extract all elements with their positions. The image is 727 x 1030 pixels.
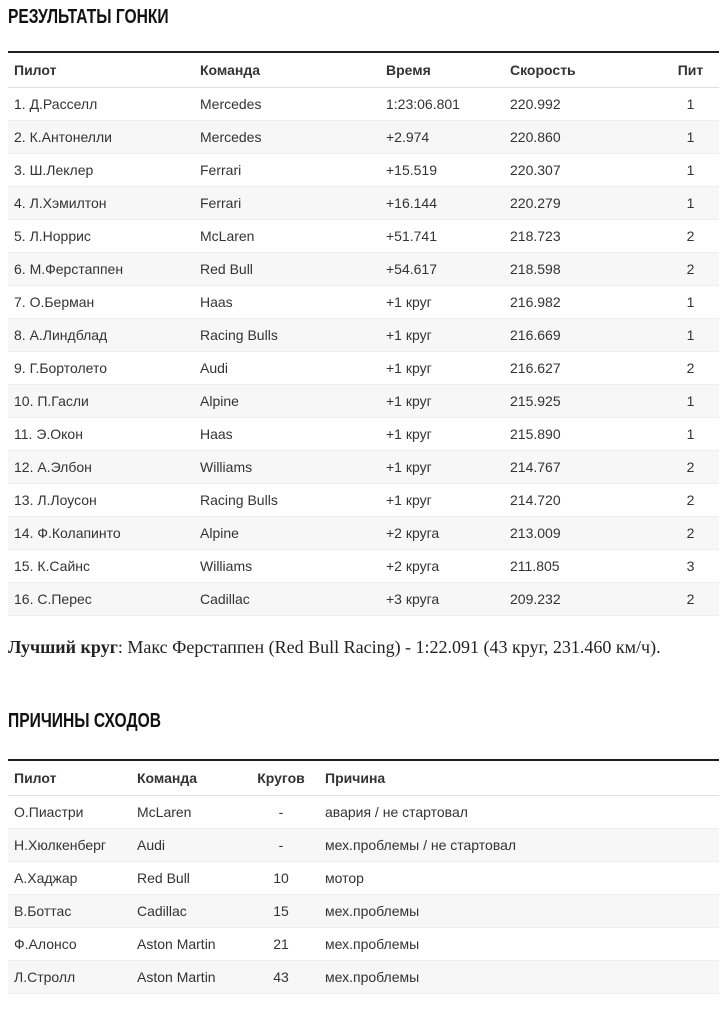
table-row xyxy=(8,418,719,451)
table-cell: 1:23:06.801 xyxy=(380,88,504,121)
table-cell: 5. Л.Норрис xyxy=(8,220,194,253)
table-row xyxy=(8,385,719,418)
retirements-table-head xyxy=(8,760,719,796)
table-cell: +2 круга xyxy=(380,550,504,583)
table-cell: Racing Bulls xyxy=(194,319,380,352)
table-cell: +16.144 xyxy=(380,187,504,220)
table-cell: 214.767 xyxy=(504,451,662,484)
race-results-table xyxy=(8,51,719,616)
table-cell: Aston Martin xyxy=(131,960,249,993)
table-cell: Cadillac xyxy=(131,894,249,927)
table-cell: 8. А.Линдблад xyxy=(8,319,194,352)
table-cell: Н.Хюлкенберг xyxy=(8,828,131,861)
table-row xyxy=(8,286,719,319)
table-cell: 1 xyxy=(662,286,719,319)
table-cell: 15. К.Сайнс xyxy=(8,550,194,583)
table-cell: +1 круг xyxy=(380,484,504,517)
table-cell: мех.проблемы xyxy=(313,927,719,960)
table-cell: 9. Г.Бортолето xyxy=(8,352,194,385)
table-row xyxy=(8,517,719,550)
table-cell: 1 xyxy=(662,88,719,121)
table-cell: 216.669 xyxy=(504,319,662,352)
table-cell: 13. Л.Лоусон xyxy=(8,484,194,517)
column-header: Кругов xyxy=(249,760,313,796)
table-cell: 211.805 xyxy=(504,550,662,583)
table-cell: Ф.Алонсо xyxy=(8,927,131,960)
table-row xyxy=(8,121,719,154)
table-cell: Haas xyxy=(194,418,380,451)
table-row xyxy=(8,220,719,253)
retirements-table xyxy=(8,759,719,994)
table-row xyxy=(8,484,719,517)
table-cell: +1 круг xyxy=(380,319,504,352)
table-cell: авария / не стартовал xyxy=(313,795,719,828)
table-cell: 7. О.Берман xyxy=(8,286,194,319)
best-lap-paragraph xyxy=(8,632,719,664)
table-cell: Williams xyxy=(194,550,380,583)
table-cell: 2 xyxy=(662,484,719,517)
table-cell: Mercedes xyxy=(194,88,380,121)
table-cell: +54.617 xyxy=(380,253,504,286)
table-cell: 216.982 xyxy=(504,286,662,319)
table-cell: Mercedes xyxy=(194,121,380,154)
table-cell: 16. С.Перес xyxy=(8,583,194,616)
table-cell: 218.723 xyxy=(504,220,662,253)
table-cell: 1 xyxy=(662,385,719,418)
table-cell: 216.627 xyxy=(504,352,662,385)
table-cell: Aston Martin xyxy=(131,927,249,960)
table-cell: - xyxy=(249,828,313,861)
header-row xyxy=(8,760,719,796)
table-cell: 218.598 xyxy=(504,253,662,286)
table-cell: 220.992 xyxy=(504,88,662,121)
table-cell: 43 xyxy=(249,960,313,993)
table-cell: мотор xyxy=(313,861,719,894)
table-cell: 2 xyxy=(662,517,719,550)
table-cell: 220.860 xyxy=(504,121,662,154)
table-cell: В.Боттас xyxy=(8,894,131,927)
table-cell: Williams xyxy=(194,451,380,484)
table-cell: Alpine xyxy=(194,385,380,418)
table-cell: А.Хаджар xyxy=(8,861,131,894)
table-cell: Racing Bulls xyxy=(194,484,380,517)
table-cell: 1 xyxy=(662,154,719,187)
table-cell: 2 xyxy=(662,352,719,385)
table-cell: 215.890 xyxy=(504,418,662,451)
table-cell: Audi xyxy=(194,352,380,385)
table-cell: 12. А.Элбон xyxy=(8,451,194,484)
race-results-section xyxy=(8,6,719,664)
table-cell: Red Bull xyxy=(131,861,249,894)
table-cell: 1 xyxy=(662,319,719,352)
best-lap-label: Лучший круг xyxy=(8,637,118,657)
table-cell: +1 круг xyxy=(380,352,504,385)
table-cell: +1 круг xyxy=(380,286,504,319)
table-row xyxy=(8,795,719,828)
table-cell: McLaren xyxy=(194,220,380,253)
table-cell: 15 xyxy=(249,894,313,927)
table-cell: 10. П.Гасли xyxy=(8,385,194,418)
table-cell: Audi xyxy=(131,828,249,861)
table-cell: 1 xyxy=(662,187,719,220)
header-row xyxy=(8,52,719,88)
table-cell: 213.009 xyxy=(504,517,662,550)
table-cell: - xyxy=(249,795,313,828)
table-row xyxy=(8,88,719,121)
table-cell: 10 xyxy=(249,861,313,894)
column-header: Время xyxy=(380,52,504,88)
table-cell: Haas xyxy=(194,286,380,319)
table-row xyxy=(8,927,719,960)
table-row xyxy=(8,451,719,484)
table-row xyxy=(8,894,719,927)
table-cell: Л.Стролл xyxy=(8,960,131,993)
table-cell: мех.проблемы / не стартовал xyxy=(313,828,719,861)
best-lap-text: : Макс Ферстаппен (Red Bull Racing) - 1:22.091 (43 круг, 231.460 км/ч). xyxy=(117,637,661,657)
table-cell: 2 xyxy=(662,220,719,253)
table-cell: Cadillac xyxy=(194,583,380,616)
table-cell: Alpine xyxy=(194,517,380,550)
table-cell: 209.232 xyxy=(504,583,662,616)
table-cell: +1 круг xyxy=(380,418,504,451)
table-row xyxy=(8,352,719,385)
table-row xyxy=(8,550,719,583)
table-cell: 1 xyxy=(662,121,719,154)
retirements-title: ПРИЧИНЫ СХОДОВ xyxy=(8,709,162,732)
table-cell: Ferrari xyxy=(194,154,380,187)
column-header: Причина xyxy=(313,760,719,796)
table-cell: +15.519 xyxy=(380,154,504,187)
column-header: Пит xyxy=(662,52,719,88)
table-cell: 3. Ш.Леклер xyxy=(8,154,194,187)
table-cell: 4. Л.Хэмилтон xyxy=(8,187,194,220)
table-cell: 3 xyxy=(662,550,719,583)
retirements-table-body xyxy=(8,795,719,993)
table-cell: 21 xyxy=(249,927,313,960)
table-row xyxy=(8,319,719,352)
table-cell: 220.279 xyxy=(504,187,662,220)
table-cell: +3 круга xyxy=(380,583,504,616)
table-cell: 220.307 xyxy=(504,154,662,187)
table-cell: +2.974 xyxy=(380,121,504,154)
table-cell: мех.проблемы xyxy=(313,894,719,927)
table-row xyxy=(8,828,719,861)
table-cell: Ferrari xyxy=(194,187,380,220)
table-cell: +51.741 xyxy=(380,220,504,253)
table-cell: 2 xyxy=(662,253,719,286)
table-cell: 2 xyxy=(662,583,719,616)
table-cell: 1. Д.Расселл xyxy=(8,88,194,121)
column-header: Пилот xyxy=(8,52,194,88)
table-cell: +1 круг xyxy=(380,385,504,418)
table-row xyxy=(8,861,719,894)
race-results-table-body xyxy=(8,88,719,616)
table-cell: Red Bull xyxy=(194,253,380,286)
table-row xyxy=(8,187,719,220)
table-cell: 11. Э.Окон xyxy=(8,418,194,451)
table-cell: 1 xyxy=(662,418,719,451)
table-cell: +1 круг xyxy=(380,451,504,484)
table-row xyxy=(8,154,719,187)
race-results-title: РЕЗУЛЬТАТЫ ГОНКИ xyxy=(8,6,169,28)
table-row xyxy=(8,960,719,993)
column-header: Скорость xyxy=(504,52,662,88)
table-cell: мех.проблемы xyxy=(313,960,719,993)
table-cell: 2. К.Антонелли xyxy=(8,121,194,154)
table-cell: 2 xyxy=(662,451,719,484)
column-header: Команда xyxy=(194,52,380,88)
race-results-table-head xyxy=(8,52,719,88)
table-cell: О.Пиастри xyxy=(8,795,131,828)
table-row xyxy=(8,583,719,616)
table-cell: 214.720 xyxy=(504,484,662,517)
column-header: Пилот xyxy=(8,760,131,796)
table-cell: +2 круга xyxy=(380,517,504,550)
table-cell: 14. Ф.Колапинто xyxy=(8,517,194,550)
column-header: Команда xyxy=(131,760,249,796)
table-row xyxy=(8,253,719,286)
retirements-section xyxy=(8,710,719,994)
table-cell: 215.925 xyxy=(504,385,662,418)
table-cell: 6. М.Ферстаппен xyxy=(8,253,194,286)
table-cell: McLaren xyxy=(131,795,249,828)
